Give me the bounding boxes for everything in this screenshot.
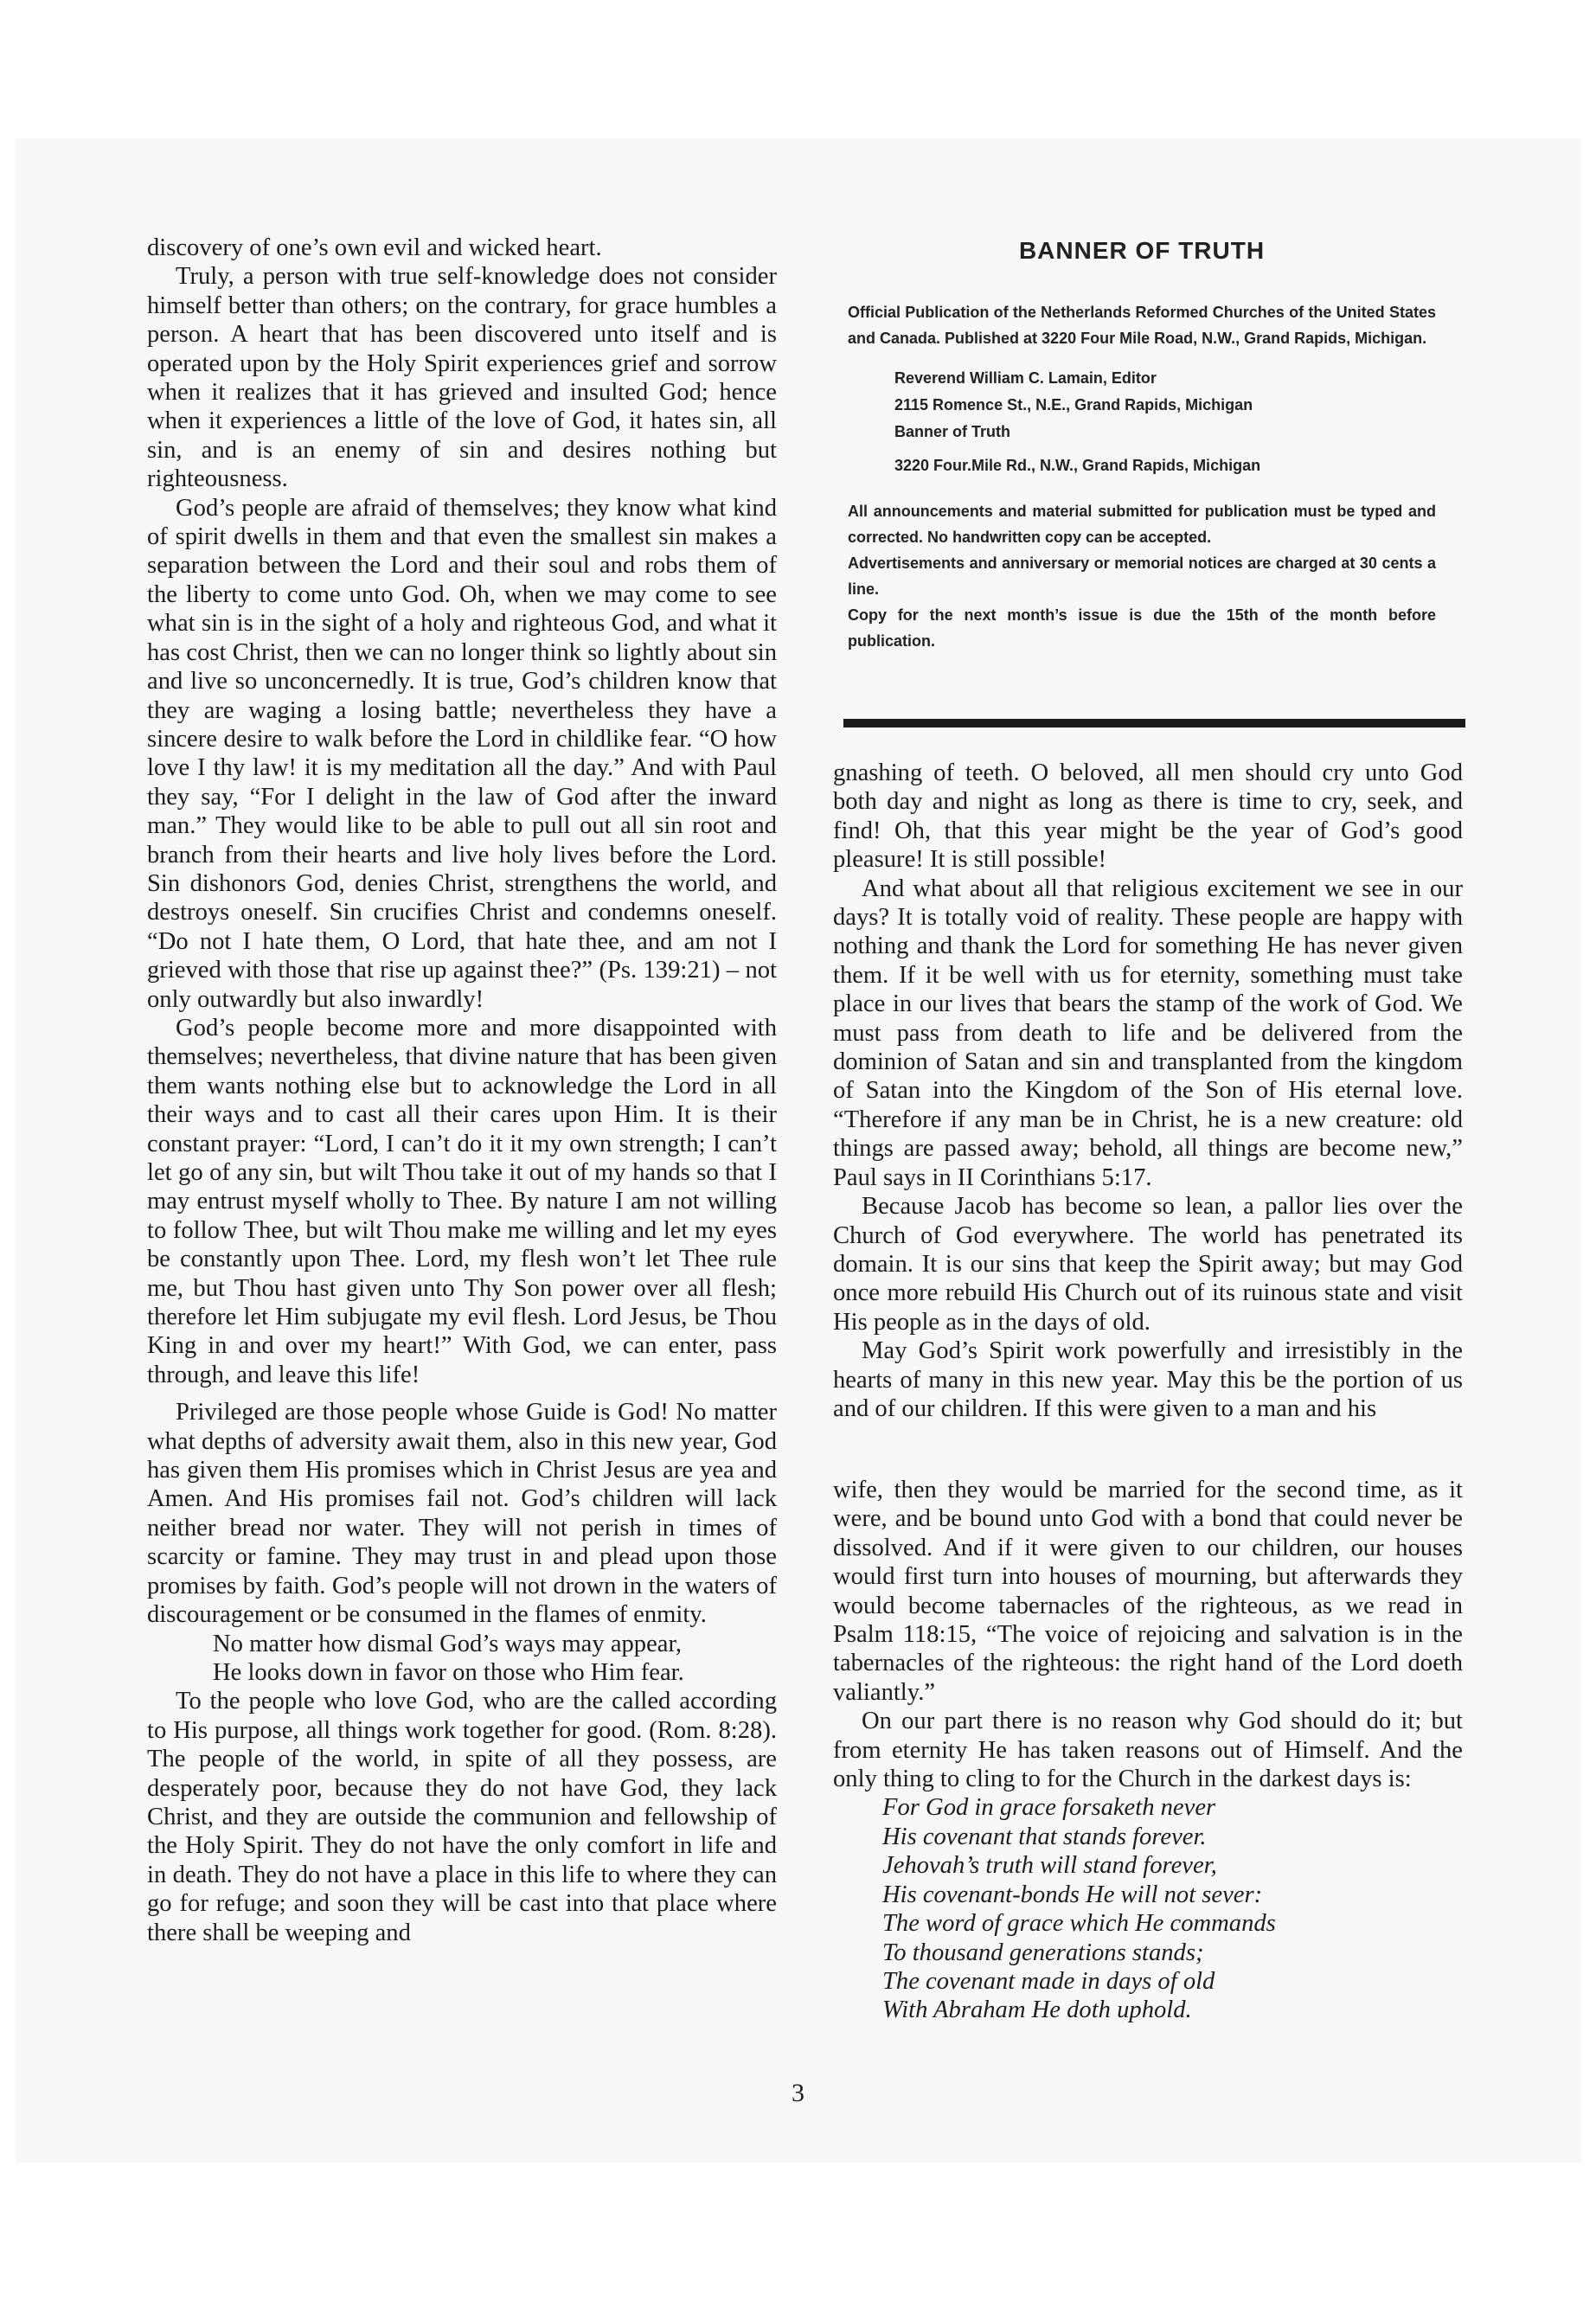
divider-rule	[843, 719, 1465, 727]
left-column	[147, 234, 777, 1947]
editor-name: Reverend William C. Lamain, Editor	[894, 369, 1157, 387]
paragraph: Because Jacob has become so lean, a pallor lies over the Church of God everywhere. The world has penetrated its domain. It is our sins that keep the Spirit away; but may God once more rebuild His Church out of its ruinous state and visit His people as in the days of old.	[833, 1193, 1463, 1336]
poem-line: The word of grace which He commands	[882, 1910, 1276, 1938]
banner-address: 3220 Four.Mile Rd., N.W., Grand Rapids, Michigan	[894, 457, 1261, 474]
paragraph: Privileged are those people whose Guide is God! No matter what depths of adversity await them, also in this new year, God has given them His promises which in Christ Jesus are yea and Amen. And His promises fail not. God’s children will lack neither bread nor water. They will not perish in times of scarcity or famine. They may trust in and plead upon those promises by faith. God’s people will not drown in the waters of discouragement or be consumed in the flames of enmity.	[147, 1399, 777, 1629]
paragraph: God’s people are afraid of themselves; they know what kind of spirit dwells in them and that even the smallest sin makes a separation between the Lord and their soul and robs them of the liberty to come unto God. Oh, when we may come to see what sin is in the sight of a holy and righteous God, and what it has cost Christ, then we can no longer think so lightly about sin and live so unconcernedly. It is true, God’s children know that they are waging a losing battle; nevertheless they have a sincere desire to walk before the Lord in childlike fear. “O how love I thy law! it is my meditation all the day.” And with Paul they say, “For I delight in the law of God after the inward man.” They would like to be able to pull out all sin root and branch from their hearts and live holy lives before the Lord. Sin dishonors God, denies Christ, strengthens the world, and destroys oneself. Sin crucifies Christ and condemns oneself. “Do not I hate them, O Lord, that hate thee, and am not I grieved with those that rise up against thee?” (Ps. 139:21) – not only outwardly but also inwardly!	[147, 494, 777, 1013]
note: Advertisements and anniversary or memorial notices are charged at 30 cents a line.	[848, 554, 1436, 598]
paragraph: discovery of one’s own evil and wicked heart.	[147, 234, 602, 261]
poem	[833, 1793, 1463, 2024]
paragraph: On our part there is no reason why God should do it; but from eternity He has taken reasons out of Himself. And the only thing to cling to for the Church in the darkest days is:	[833, 1708, 1463, 1793]
poem-line: No matter how dismal God’s ways may appear,	[213, 1630, 683, 1657]
note: All announcements and material submitted for publication must be typed and corrected. No handwritten copy can be accepted.	[848, 503, 1436, 546]
paragraph: May God’s Spirit work powerfully and irresistibly in the hearts of many in this new year. May this be the portion of us and of our children. If this were given to a man and his	[833, 1337, 1463, 1422]
right-column-top	[833, 759, 1463, 1423]
note: Copy for the next month’s issue is due the 15th of the month before publication.	[848, 606, 1436, 650]
poem-line: His covenant that stands forever.	[882, 1823, 1207, 1850]
poem	[147, 1630, 777, 1688]
banner-name: Banner of Truth	[894, 423, 1010, 440]
poem-line: To thousand generations stands;	[882, 1939, 1204, 1966]
masthead	[848, 232, 1436, 654]
poem-line: He looks down in favor on those who Him fear.	[213, 1658, 684, 1686]
poem-line: His covenant-bonds He will not sever:	[882, 1881, 1263, 1908]
right-column-bottom	[833, 1476, 1463, 2025]
paragraph: gnashing of teeth. O beloved, all men should cry unto God both day and night as long as there is time to cry, seek, and find! Oh, that this year might be the year of God’s good pleasure! It is still possible!	[833, 760, 1463, 874]
poem-line: With Abraham He doth uphold.	[882, 1997, 1192, 2024]
poem-line: The covenant made in days of old	[882, 1967, 1215, 1995]
poem-line: For God in grace forsaketh never	[882, 1794, 1216, 1822]
publication-title: BANNER OF TRUTH	[1018, 237, 1266, 264]
paragraph: And what about all that religious excitement we see in our days? It is totally void of reality. These people are happy with nothing and thank the Lord for something He has never given them. If it be well with us for eternity, something must take place in our lives that bears the stamp of the work of God. We must pass from death to life and be delivered from the dominion of Satan and sin and transplanted from the kingdom of Satan into the Kingdom of the Son of His eternal love. “Therefore if any man be in Christ, he is a new creature: old things are passed away; behold, all things are become new,” Paul says in II Corinthians 5:17.	[833, 875, 1463, 1191]
submission-notes	[848, 498, 1436, 654]
poem-line: Jehovah’s truth will stand forever,	[882, 1852, 1217, 1880]
paragraph: Truly, a person with true self-knowledge does not consider himself better than others; on the contrary, for grace humbles a person. A heart that has been discovered unto itself and is operated upon by the Holy Spirit experiences grief and sorrow when it realizes that it has grieved and insulted God; hence when it experiences a little of the love of God, it hates sin, all sin, and is an enemy of sin and desires nothing but righteousness.	[147, 263, 777, 493]
editor-address: 2115 Romence St., N.E., Grand Rapids, Michigan	[894, 396, 1253, 413]
official-publication-note: Official Publication of the Netherlands Reformed Churches of the United States and Canada. Published at 3220 Four Mile Road, N.W., Grand Rapids, Michigan.	[848, 304, 1436, 347]
paragraph: God’s people become more and more disappointed with themselves; nevertheless, that divine nature that has been given them wants nothing else but to acknowledge the Lord in all their ways and to cast all their cares upon Him. It is their constant prayer: “Lord, I can’t do it it my own strength; I can’t let go of any sin, but wilt Thou take it out of my hands so that I may entrust myself wholly to Thee. By nature I am not willing to follow Thee, but wilt Thou make me willing and let my eyes be constantly upon Thee. Lord, my flesh won’t let Thee rule me, but Thou hast given unto Thy Son power over all flesh; therefore let Him subjugate my evil flesh. Lord Jesus, be Thou King in and over my heart!” With God, we can enter, pass through, and leave this life!	[147, 1014, 777, 1388]
paragraph: wife, then they would be married for the second time, as it were, and be bound unto God with a bond that could never be dissolved. And if it were given to our children, our houses would first turn into houses of mourning, but afterwards they would become tabernacles of the righteous, as we read in Psalm 118:15, “The voice of rejoicing and salvation is in the tabernacles of the righteous: the right hand of the Lord doeth valiantly.”	[833, 1477, 1463, 1706]
paragraph: To the people who love God, who are the called according to His purpose, all things work together for good. (Rom. 8:28). The people of the world, in spite of all they possess, are desperately poor, because they do not have God, they lack Christ, and they are outside the communion and fellowship of the Holy Spirit. They do not have the only comfort in life and in death. They do not have a place in this life to where they can go for refuge; and soon they will be cast into that place where there shall be weeping and	[147, 1688, 777, 1946]
page-number: 3	[792, 2079, 804, 2107]
editor-block	[848, 365, 1436, 479]
